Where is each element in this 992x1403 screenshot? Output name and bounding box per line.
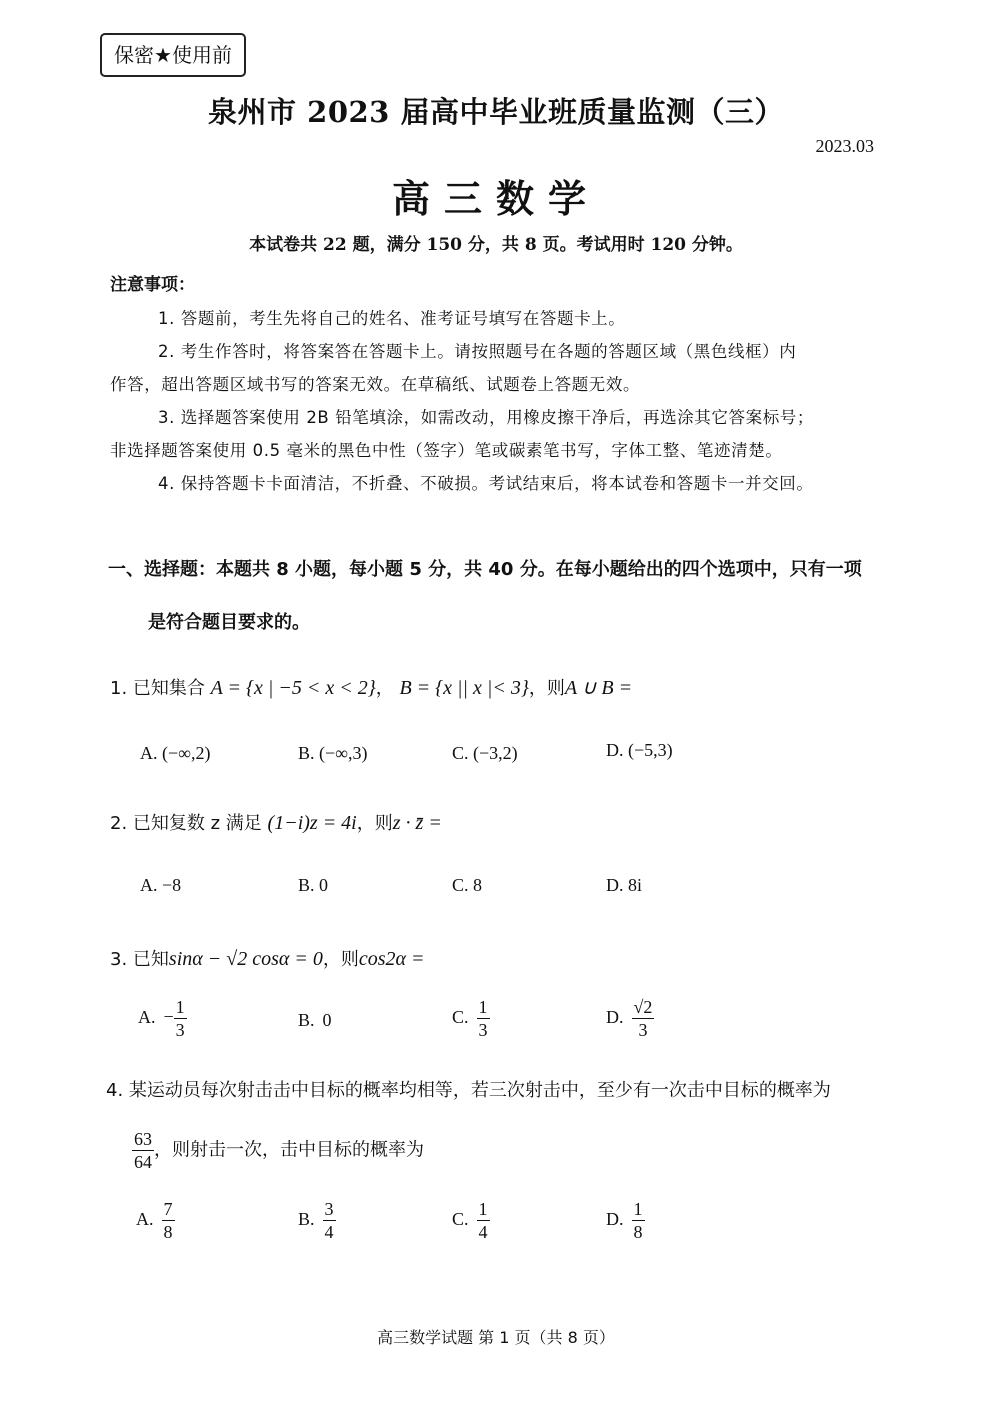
q2-option-d: D. 8i bbox=[606, 875, 642, 895]
q4-option-a-num: 7 bbox=[163, 1199, 173, 1219]
exam-info: 本试卷共 22 题，满分 150 分，共 8 页。考试用时 120 分钟。 bbox=[249, 235, 743, 255]
q4-stem-num: 63 bbox=[134, 1129, 152, 1149]
notice-line-3b: 非选择题答案使用 0.5 毫米的黑色中性（签字）笔或碳素笔书写，字体工整、笔迹清楚。 bbox=[110, 441, 783, 460]
q1-option-a: A. (−∞,2) bbox=[140, 743, 211, 763]
q1-expr: A ∪ B = bbox=[564, 677, 633, 699]
q1-option-b: B. (−∞,3) bbox=[298, 743, 368, 763]
notice-line-1: 1. 答题前，考生先将自己的姓名、准考证号填写在答题卡上。 bbox=[158, 309, 626, 328]
q3-option-b-label: B. bbox=[298, 1010, 315, 1030]
q4-option-c-num: 1 bbox=[478, 1199, 488, 1219]
subject-title: 高三数学 bbox=[391, 176, 600, 221]
q4-stem-text: ，则射击一次，击中目标的概率为 bbox=[154, 1139, 424, 1161]
q3-option-b-value: 0 bbox=[322, 1010, 332, 1030]
confidential-label: 保密★使用前 bbox=[100, 33, 246, 77]
q3-mid: ，则 bbox=[322, 949, 359, 970]
section-1-title: 一、选择题：本题共 8 小题，每小题 5 分，共 40 分。在每小题给出的四个选项中，只有一项 bbox=[108, 559, 862, 580]
q3-prefix: 3. 已知 bbox=[110, 949, 169, 970]
q3-option-c-den: 3 bbox=[478, 1020, 488, 1040]
question-4-stem-line2 bbox=[132, 1128, 424, 1173]
q4-option-c-label: C. bbox=[452, 1208, 469, 1229]
q2-option-a: A. −8 bbox=[140, 875, 182, 895]
q3-option-b bbox=[298, 1010, 332, 1031]
q4-option-b-den: 4 bbox=[324, 1222, 334, 1242]
question-2-stem bbox=[110, 809, 442, 835]
q3-option-c bbox=[452, 996, 490, 1041]
q4-option-c bbox=[452, 1198, 490, 1243]
q4-option-b-num: 3 bbox=[324, 1199, 334, 1219]
q3-option-d-num: √2 bbox=[633, 997, 653, 1017]
q4-option-a bbox=[136, 1198, 175, 1243]
q2-option-c: C. 8 bbox=[452, 875, 483, 895]
notice-heading: 注意事项： bbox=[110, 275, 195, 295]
q1-mid: ，则 bbox=[528, 678, 565, 699]
notice-line-2b: 作答，超出答题区域书写的答案无效。在草稿纸、试题卷上答题无效。 bbox=[110, 375, 641, 394]
q4-option-d-num: 1 bbox=[633, 1199, 643, 1219]
q4-option-b-label: B. bbox=[298, 1208, 315, 1229]
q3-expr: cos2α = bbox=[358, 948, 425, 970]
q3-option-d-den: 3 bbox=[638, 1020, 648, 1040]
q3-option-a-sign: − bbox=[163, 1006, 174, 1027]
notice-line-3a: 3. 选择题答案使用 2B 铅笔填涂，如需改动，用橡皮擦干净后，再选涂其它答案标号； bbox=[158, 408, 814, 427]
q3-option-c-fraction bbox=[477, 996, 490, 1041]
q1-set-b: B = {x || x |< 3} bbox=[399, 677, 529, 699]
q4-stem-den: 64 bbox=[134, 1152, 152, 1172]
question-3-stem bbox=[110, 945, 425, 971]
q3-option-a-den: 3 bbox=[175, 1020, 185, 1040]
q2-condition: (1−i)z = 4i bbox=[267, 812, 357, 834]
page-footer: 高三数学试题 第 1 页（共 8 页） bbox=[377, 1328, 615, 1347]
q4-option-a-den: 8 bbox=[163, 1222, 173, 1242]
exam-title: 泉州市 2023 届高中毕业班质量监测（三） bbox=[208, 95, 784, 129]
q4-option-c-fraction bbox=[477, 1198, 490, 1243]
q2-option-b: B. 0 bbox=[298, 875, 329, 895]
q4-option-a-fraction bbox=[162, 1198, 175, 1243]
exam-date: 2023.03 bbox=[815, 136, 874, 156]
notice-line-2a: 2. 考生作答时，将答案答在答题卡上。请按照题号在各题的答题区域（黑色线框）内 bbox=[158, 342, 797, 361]
q3-option-d-fraction bbox=[632, 996, 655, 1041]
q4-option-c-den: 4 bbox=[478, 1222, 488, 1242]
q1-prefix: 1. 已知集合 bbox=[110, 678, 205, 699]
q3-option-a-fraction bbox=[174, 996, 187, 1041]
q4-option-b-fraction bbox=[323, 1198, 336, 1243]
question-1-stem: 1. 已知集合 A = {x | −5 < x < 2}， B = {x || x |< 3}，则A ∪ B = bbox=[110, 677, 633, 699]
q3-option-d bbox=[606, 996, 654, 1041]
section-1-title-cont: 是符合题目要求的。 bbox=[148, 612, 310, 633]
q4-stem-fraction bbox=[132, 1128, 154, 1173]
q3-option-c-num: 1 bbox=[478, 997, 488, 1017]
q1-option-d: D. (−5,3) bbox=[606, 740, 673, 760]
q4-option-d-fraction bbox=[632, 1198, 645, 1243]
q3-option-a bbox=[138, 996, 187, 1041]
q3-option-d-label: D. bbox=[606, 1006, 624, 1027]
q1-set-a: A = {x | −5 < x < 2} bbox=[210, 677, 376, 699]
q4-option-d-label: D. bbox=[606, 1208, 624, 1229]
q3-option-a-label: A. bbox=[138, 1006, 156, 1027]
q1-option-c: C. (−3,2) bbox=[452, 743, 518, 763]
q4-option-d bbox=[606, 1198, 645, 1243]
q2-prefix: 2. 已知复数 z 满足 bbox=[110, 813, 262, 834]
q3-option-a-num: 1 bbox=[175, 997, 185, 1017]
q2-expr: z · z̄ = bbox=[392, 812, 442, 834]
q2-mid: ，则 bbox=[356, 813, 393, 834]
q4-option-a-label: A. bbox=[136, 1208, 154, 1229]
q4-option-b bbox=[298, 1198, 336, 1243]
notice-line-4: 4. 保持答题卡卡面清洁，不折叠、不破损。考试结束后，将本试卷和答题卡一并交回。 bbox=[158, 474, 814, 493]
question-4-stem-line1: 4. 某运动员每次射击击中目标的概率均相等，若三次射击中，至少有一次击中目标的概率为 bbox=[106, 1080, 831, 1101]
q3-condition: sinα − √2 cosα = 0 bbox=[168, 948, 323, 970]
q4-option-d-den: 8 bbox=[633, 1222, 643, 1242]
q3-option-c-label: C. bbox=[452, 1006, 469, 1027]
